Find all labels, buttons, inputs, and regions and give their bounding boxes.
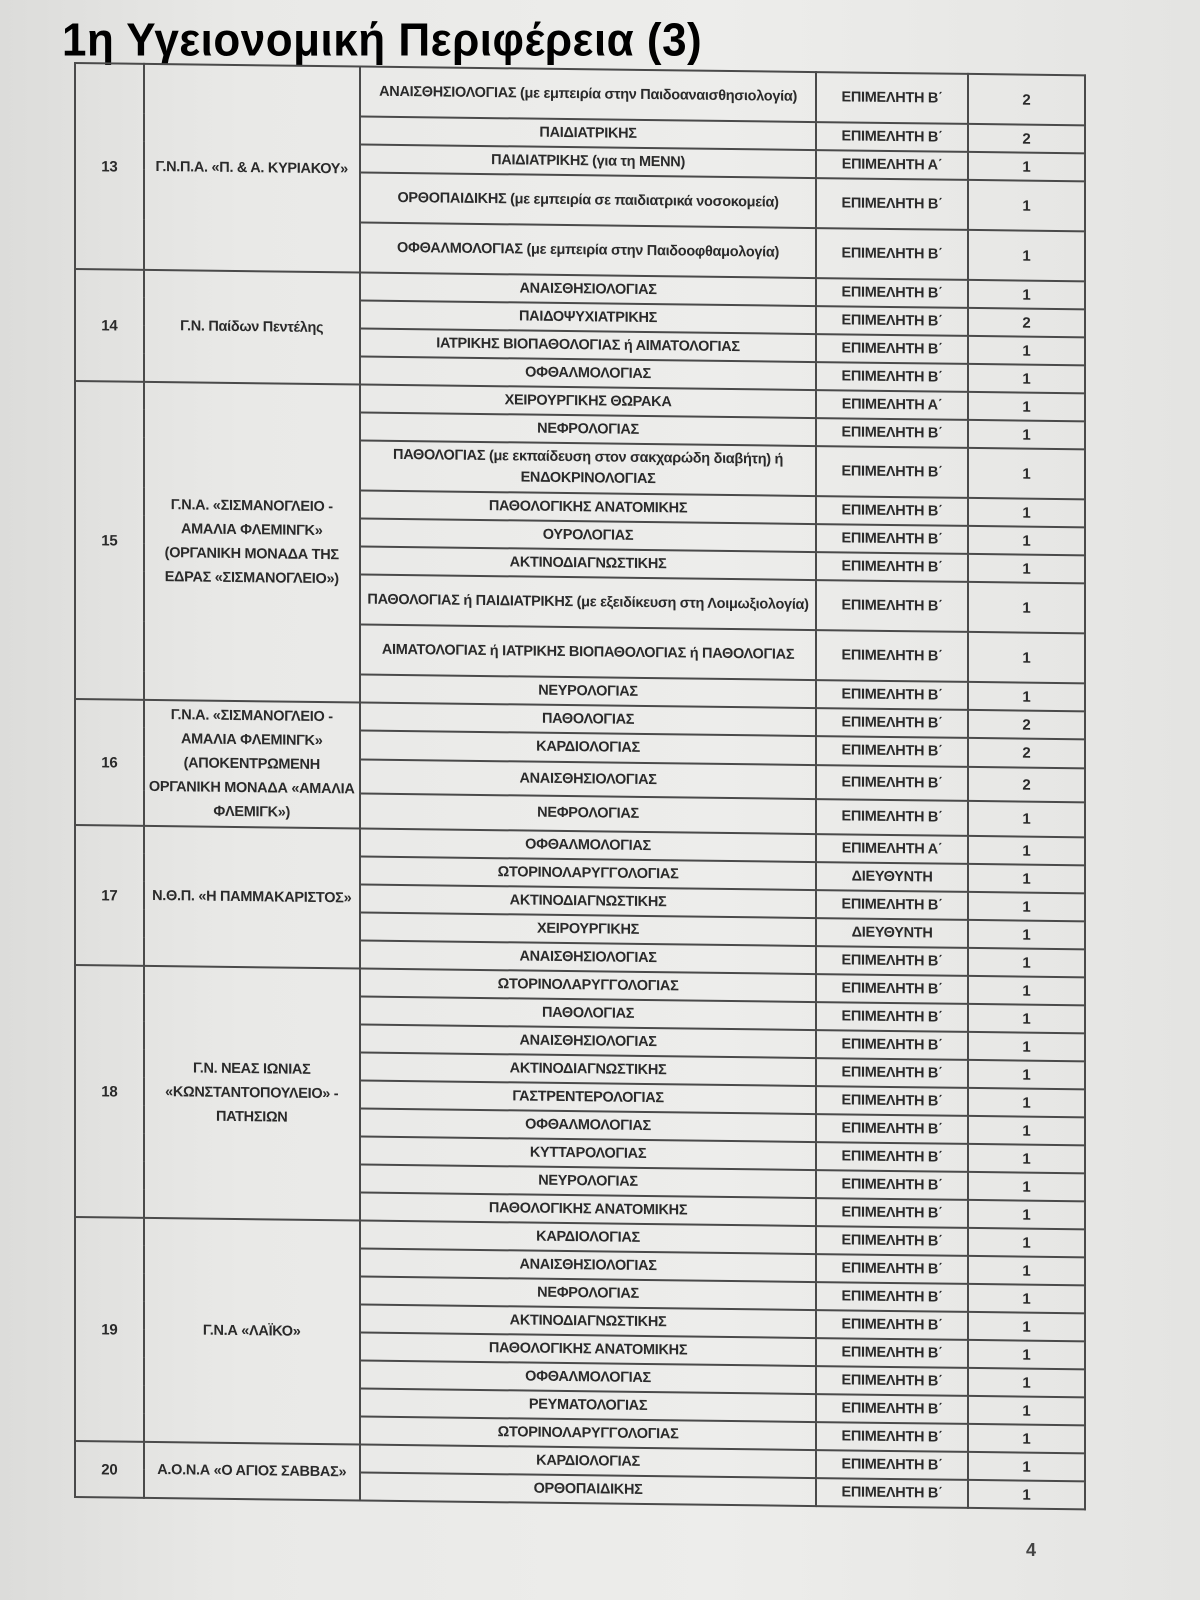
specialty-cell: ΩΤΟΡΙΝΟΛΑΡΥΓΓΟΛΟΓΙΑΣ	[360, 968, 817, 1002]
rank-cell: ΕΠΙΜΕΛΗΤΗ Β΄	[816, 228, 968, 280]
page-number: 4	[1026, 1540, 1037, 1560]
specialty-cell: ΟΦΘΑΛΜΟΛΟΓΙΑΣ	[360, 1360, 817, 1394]
rank-cell: ΕΠΙΜΕΛΗΤΗ Β΄	[816, 496, 968, 526]
positions-cell: 2	[968, 308, 1085, 337]
hospital-cell: Α.Ο.Ν.Α «Ο ΑΓΙΟΣ ΣΑΒΒΑΣ»	[144, 1442, 360, 1501]
specialty-cell: ΝΕΥΡΟΛΟΓΙΑΣ	[360, 674, 817, 708]
rank-cell: ΕΠΙΜΕΛΗΤΗ Β΄	[816, 524, 968, 554]
positions-cell: 1	[968, 526, 1085, 555]
specialty-cell: ΧΕΙΡΟΥΡΓΙΚΗΣ	[360, 912, 817, 946]
rank-cell: ΕΠΙΜΕΛΗΤΗ Β΄	[816, 1002, 968, 1032]
positions-cell: 1	[968, 1396, 1085, 1425]
rank-cell: ΕΠΙΜΕΛΗΤΗ Β΄	[816, 1478, 968, 1508]
specialty-cell: ΠΑΘΟΛΟΓΙΚΗΣ ΑΝΑΤΟΜΙΚΗΣ	[360, 490, 817, 524]
positions-cell: 2	[968, 767, 1085, 803]
specialty-cell: ΠΑΘΟΛΟΓΙΚΗΣ ΑΝΑΤΟΜΙΚΗΣ	[360, 1192, 817, 1226]
rank-cell: ΕΠΙΜΕΛΗΤΗ Β΄	[816, 1282, 968, 1312]
specialty-cell: ΩΤΟΡΙΝΟΛΑΡΥΓΓΟΛΟΓΙΑΣ	[360, 856, 817, 890]
positions-cell: 1	[968, 582, 1085, 633]
specialty-cell: ΠΑΙΔΟΨΥΧΙΑΤΡΙΚΗΣ	[360, 300, 817, 334]
rank-cell: ΕΠΙΜΕΛΗΤΗ Β΄	[816, 278, 968, 308]
positions-cell: 1	[968, 498, 1085, 527]
specialty-cell: ΑΚΤΙΝΟΔΙΑΓΝΩΣΤΙΚΗΣ	[360, 1304, 817, 1338]
rank-cell: ΕΠΙΜΕΛΗΤΗ Β΄	[816, 580, 968, 632]
specialty-cell: ΑΝΑΙΣΘΗΣΙΟΛΟΓΙΑΣ	[360, 940, 817, 974]
hospital-cell: Γ.Ν.Α. «ΣΙΣΜΑΝΟΓΛΕΙΟ - ΑΜΑΛΙΑ ΦΛΕΜΙΝΓΚ» (ΑΠΟΚΕΝΤΡΩΜΕΝΗ ΟΡΓΑΝΙΚΗ ΜΟΝΑΔΑ «ΑΜΑΛΙΑ ΦΛΕΜΙΓΚ»)	[144, 700, 360, 829]
positions-cell: 1	[968, 554, 1085, 583]
specialty-cell: ΠΑΘΟΛΟΓΙΑΣ	[360, 996, 817, 1030]
positions-cell: 1	[968, 420, 1085, 449]
positions-cell: 2	[968, 74, 1085, 125]
specialty-cell: ΟΦΘΑΛΜΟΛΟΓΙΑΣ	[360, 356, 817, 390]
hospital-cell: Γ.Ν.Α. «ΣΙΣΜΑΝΟΓΛΕΙΟ - ΑΜΑΛΙΑ ΦΛΕΜΙΝΓΚ» (ΟΡΓΑΝΙΚΗ ΜΟΝΑΔΑ ΤΗΣ ΕΔΡΑΣ «ΣΙΣΜΑΝΟΓΛΕΙΟ»)	[144, 382, 360, 703]
positions-cell: 1	[968, 976, 1085, 1005]
specialty-cell: ΟΡΘΟΠΑΙΔΙΚΗΣ	[360, 1472, 817, 1506]
positions-cell: 1	[968, 892, 1085, 921]
specialty-cell: ΚΑΡΔΙΟΛΟΓΙΑΣ	[360, 1220, 817, 1254]
positions-cell: 2	[968, 124, 1085, 153]
vacancies-table-body	[75, 63, 1085, 1509]
rank-cell: ΕΠΙΜΕΛΗΤΗ Β΄	[816, 1030, 968, 1060]
row-number-cell: 19	[75, 1217, 144, 1442]
specialty-cell: ΡΕΥΜΑΤΟΛΟΓΙΑΣ	[360, 1388, 817, 1422]
rank-cell: ΕΠΙΜΕΛΗΤΗ Β΄	[816, 122, 968, 152]
specialty-cell: ΝΕΦΡΟΛΟΓΙΑΣ	[360, 412, 817, 446]
rank-cell: ΕΠΙΜΕΛΗΤΗ Β΄	[816, 680, 968, 710]
rank-cell: ΕΠΙΜΕΛΗΤΗ Β΄	[816, 737, 968, 767]
specialty-cell: ΟΥΡΟΛΟΓΙΑΣ	[360, 518, 817, 552]
row-number-cell: 17	[75, 825, 144, 966]
positions-cell: 1	[968, 1144, 1085, 1173]
positions-cell: 1	[968, 1480, 1085, 1509]
positions-cell: 1	[968, 336, 1085, 365]
positions-cell: 1	[968, 152, 1085, 181]
specialty-cell: ΧΕΙΡΟΥΡΓΙΚΗΣ ΘΩΡΑΚΑ	[360, 384, 817, 418]
specialty-cell: ΝΕΦΡΟΛΟΓΙΑΣ	[360, 1276, 817, 1310]
rank-cell: ΕΠΙΜΕΛΗΤΗ Β΄	[816, 1422, 968, 1452]
positions-cell: 2	[968, 710, 1085, 740]
specialty-cell: ΙΑΤΡΙΚΗΣ ΒΙΟΠΑΘΟΛΟΓΙΑΣ ή ΑΙΜΑΤΟΛΟΓΙΑΣ	[360, 328, 817, 362]
positions-cell: 1	[968, 1256, 1085, 1285]
rank-cell: ΕΠΙΜΕΛΗΤΗ Β΄	[816, 418, 968, 448]
rank-cell: ΕΠΙΜΕΛΗΤΗ Β΄	[816, 1450, 968, 1480]
rank-cell: ΕΠΙΜΕΛΗΤΗ Β΄	[816, 306, 968, 336]
specialty-cell: ΚΥΤΤΑΡΟΛΟΓΙΑΣ	[360, 1136, 817, 1170]
specialty-cell: ΑΝΑΙΣΘΗΣΙΟΛΟΓΙΑΣ	[360, 759, 817, 799]
positions-cell: 1	[968, 1116, 1085, 1145]
positions-cell: 1	[968, 1284, 1085, 1313]
specialty-cell: ΝΕΦΡΟΛΟΓΙΑΣ	[360, 794, 817, 834]
positions-cell: 1	[968, 836, 1085, 865]
positions-cell: 1	[968, 1200, 1085, 1229]
positions-cell: 1	[968, 801, 1085, 837]
rank-cell: ΕΠΙΜΕΛΗΤΗ Β΄	[816, 362, 968, 392]
specialty-cell: ΠΑΙΔΙΑΤΡΙΚΗΣ	[360, 116, 817, 150]
positions-cell: 1	[968, 1004, 1085, 1033]
rank-cell: ΕΠΙΜΕΛΗΤΗ Β΄	[816, 72, 968, 124]
specialty-cell: ΑΝΑΙΣΘΗΣΙΟΛΟΓΙΑΣ	[360, 1024, 817, 1058]
positions-cell: 1	[968, 1088, 1085, 1117]
row-number-cell: 18	[75, 965, 144, 1218]
specialty-cell: ΠΑΘΟΛΟΓΙΑΣ (με εκπαίδευση στον σακχαρώδη διαβήτη) ή ΕΝΔΟΚΡΙΝΟΛΟΓΙΑΣ	[360, 440, 817, 496]
positions-cell: 1	[968, 948, 1085, 977]
row-number-cell: 13	[75, 63, 144, 270]
rank-cell: ΕΠΙΜΕΛΗΤΗ Β΄	[816, 630, 968, 682]
positions-cell: 1	[968, 280, 1085, 309]
specialty-cell: ΠΑΘΟΛΟΓΙΚΗΣ ΑΝΑΤΟΜΙΚΗΣ	[360, 1332, 817, 1366]
specialty-cell: ΑΝΑΙΣΘΗΣΙΟΛΟΓΙΑΣ (με εμπειρία στην Παιδοαναισθησιολογία)	[360, 66, 817, 122]
rank-cell: ΕΠΙΜΕΛΗΤΗ Β΄	[816, 1170, 968, 1200]
positions-cell: 1	[968, 864, 1085, 893]
rank-cell: ΕΠΙΜΕΛΗΤΗ Β΄	[816, 1058, 968, 1088]
positions-cell: 1	[968, 1172, 1085, 1201]
specialty-cell: ΑΚΤΙΝΟΔΙΑΓΝΩΣΤΙΚΗΣ	[360, 1052, 817, 1086]
positions-cell: 1	[968, 1424, 1085, 1453]
rank-cell: ΕΠΙΜΕΛΗΤΗ Β΄	[816, 178, 968, 230]
positions-cell: 1	[968, 1060, 1085, 1089]
rank-cell: ΕΠΙΜΕΛΗΤΗ Β΄	[816, 1394, 968, 1424]
rank-cell: ΕΠΙΜΕΛΗΤΗ Β΄	[816, 708, 968, 738]
rank-cell: ΕΠΙΜΕΛΗΤΗ Β΄	[816, 765, 968, 801]
positions-cell: 1	[968, 682, 1085, 711]
hospital-cell: Γ.Ν. ΝΕΑΣ ΙΩΝΙΑΣ «ΚΩΝΣΤΑΝΤΟΠΟΥΛΕΙΟ» - ΠΑΤΗΣΙΩΝ	[144, 966, 360, 1221]
rank-cell: ΕΠΙΜΕΛΗΤΗ Β΄	[816, 1086, 968, 1116]
rank-cell: ΕΠΙΜΕΛΗΤΗ Β΄	[816, 552, 968, 582]
positions-cell: 1	[968, 1368, 1085, 1397]
rank-cell: ΕΠΙΜΕΛΗΤΗ Α΄	[816, 834, 968, 864]
rank-cell: ΕΠΙΜΕΛΗΤΗ Β΄	[816, 1338, 968, 1368]
rank-cell: ΔΙΕΥΘΥΝΤΗ	[816, 918, 968, 948]
specialty-cell: ΠΑΘΟΛΟΓΙΑΣ	[360, 702, 817, 736]
rank-cell: ΕΠΙΜΕΛΗΤΗ Β΄	[816, 446, 968, 498]
rank-cell: ΕΠΙΜΕΛΗΤΗ Α΄	[816, 150, 968, 180]
specialty-cell: ΑΚΤΙΝΟΔΙΑΓΝΩΣΤΙΚΗΣ	[360, 546, 817, 580]
specialty-cell: ΠΑΘΟΛΟΓΙΑΣ ή ΠΑΙΔΙΑΤΡΙΚΗΣ (με εξειδίκευση στη Λοιμωξιολογία)	[360, 574, 817, 630]
specialty-cell: ΑΚΤΙΝΟΔΙΑΓΝΩΣΤΙΚΗΣ	[360, 884, 817, 918]
rank-cell: ΕΠΙΜΕΛΗΤΗ Β΄	[816, 1310, 968, 1340]
specialty-cell: ΑΙΜΑΤΟΛΟΓΙΑΣ ή ΙΑΤΡΙΚΗΣ ΒΙΟΠΑΘΟΛΟΓΙΑΣ ή ΠΑΘΟΛΟΓΙΑΣ	[360, 624, 817, 680]
positions-cell: 2	[968, 738, 1085, 768]
positions-cell: 1	[968, 1032, 1085, 1061]
specialty-cell: ΟΦΘΑΛΜΟΛΟΓΙΑΣ (με εμπειρία στην Παιδοοφθαμολογία)	[360, 222, 817, 278]
rank-cell: ΕΠΙΜΕΛΗΤΗ Β΄	[816, 1198, 968, 1228]
specialty-cell: ΑΝΑΙΣΘΗΣΙΟΛΟΓΙΑΣ	[360, 272, 817, 306]
positions-cell: 1	[968, 1228, 1085, 1257]
positions-cell: 1	[968, 920, 1085, 949]
row-number-cell: 16	[75, 699, 144, 826]
specialty-cell: ΠΑΙΔΙΑΤΡΙΚΗΣ (για τη ΜΕΝΝ)	[360, 144, 817, 178]
rank-cell: ΔΙΕΥΘΥΝΤΗ	[816, 862, 968, 892]
specialty-cell: ΚΑΡΔΙΟΛΟΓΙΑΣ	[360, 1444, 817, 1478]
row-number-cell: 14	[75, 269, 144, 382]
specialty-cell: ΩΤΟΡΙΝΟΛΑΡΥΓΓΟΛΟΓΙΑΣ	[360, 1416, 817, 1450]
row-number-cell: 20	[75, 1441, 144, 1498]
rank-cell: ΕΠΙΜΕΛΗΤΗ Β΄	[816, 334, 968, 364]
hospital-cell: Γ.Ν.Π.Α. «Π. & Α. ΚΥΡΙΑΚΟΥ»	[144, 64, 360, 273]
rank-cell: ΕΠΙΜΕΛΗΤΗ Β΄	[816, 1366, 968, 1396]
rank-cell: ΕΠΙΜΕΛΗΤΗ Β΄	[816, 974, 968, 1004]
specialty-cell: ΚΑΡΔΙΟΛΟΓΙΑΣ	[360, 731, 817, 765]
document-sheet	[74, 62, 1086, 1504]
table-row	[75, 63, 1085, 125]
hospital-cell: Ν.Θ.Π. «Η ΠΑΜΜΑΚΑΡΙΣΤΟΣ»	[144, 826, 360, 969]
specialty-cell: ΟΡΘΟΠΑΙΔΙΚΗΣ (με εμπειρία σε παιδιατρικά νοσοκομεία)	[360, 172, 817, 228]
row-number-cell: 15	[75, 381, 144, 700]
rank-cell: ΕΠΙΜΕΛΗΤΗ Β΄	[816, 946, 968, 976]
specialty-cell: ΟΦΘΑΛΜΟΛΟΓΙΑΣ	[360, 1108, 817, 1142]
hospital-cell: Γ.Ν. Παίδων Πεντέλης	[144, 270, 360, 385]
rank-cell: ΕΠΙΜΕΛΗΤΗ Β΄	[816, 890, 968, 920]
rank-cell: ΕΠΙΜΕΛΗΤΗ Β΄	[816, 1142, 968, 1172]
positions-cell: 1	[968, 1452, 1085, 1481]
specialty-cell: ΑΝΑΙΣΘΗΣΙΟΛΟΓΙΑΣ	[360, 1248, 817, 1282]
positions-cell: 1	[968, 1340, 1085, 1369]
rank-cell: ΕΠΙΜΕΛΗΤΗ Β΄	[816, 1226, 968, 1256]
rank-cell: ΕΠΙΜΕΛΗΤΗ Β΄	[816, 1114, 968, 1144]
specialty-cell: ΓΑΣΤΡΕΝΤΕΡΟΛΟΓΙΑΣ	[360, 1080, 817, 1114]
positions-cell: 1	[968, 392, 1085, 421]
hospital-cell: Γ.Ν.Α «ΛΑΪΚΟ»	[144, 1218, 360, 1445]
rank-cell: ΕΠΙΜΕΛΗΤΗ Β΄	[816, 799, 968, 835]
page-title: 1η Υγειονομική Περιφέρεια (3)	[62, 14, 703, 67]
positions-cell: 1	[968, 364, 1085, 393]
specialty-cell: ΝΕΥΡΟΛΟΓΙΑΣ	[360, 1164, 817, 1198]
positions-cell: 1	[968, 230, 1085, 281]
vacancies-table	[74, 62, 1086, 1510]
positions-cell: 1	[968, 1312, 1085, 1341]
specialty-cell: ΟΦΘΑΛΜΟΛΟΓΙΑΣ	[360, 828, 817, 862]
positions-cell: 1	[968, 448, 1085, 499]
positions-cell: 1	[968, 180, 1085, 231]
positions-cell: 1	[968, 632, 1085, 683]
rank-cell: ΕΠΙΜΕΛΗΤΗ Α΄	[816, 390, 968, 420]
rank-cell: ΕΠΙΜΕΛΗΤΗ Β΄	[816, 1254, 968, 1284]
